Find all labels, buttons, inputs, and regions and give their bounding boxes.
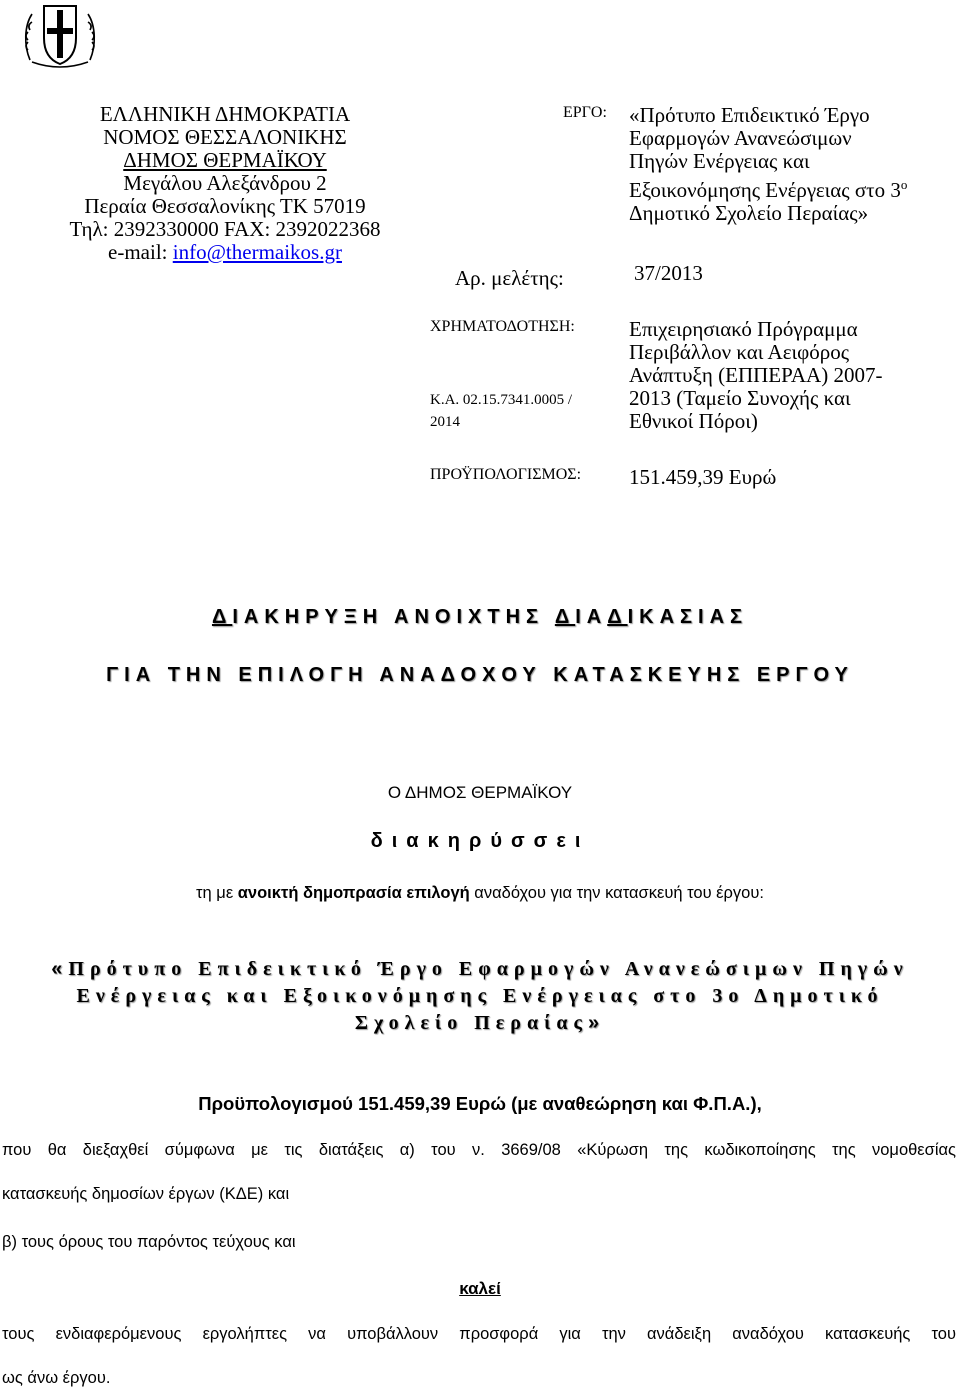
declarer: Ο ΔΗΜΟΣ ΘΕΡΜΑΪΚΟΥ: [387, 783, 573, 802]
title-letter: Δ: [211, 606, 233, 628]
funding-code-line: Κ.Α. 02.15.7341.0005 /: [430, 392, 573, 408]
title-part: ΙΚΑΣΙΑΣ: [627, 606, 749, 628]
email-link[interactable]: info@thermaikos.gr: [172, 240, 342, 264]
study-label: Αρ. μελέτης:: [455, 266, 564, 290]
email-label: e-mail:: [108, 240, 173, 264]
issuer-street: Μεγάλου Αλεξάνδρου 2: [123, 171, 327, 195]
issuer-country: ΕΛΛΗΝΙΚΗ ΔΗΜΟΚΡΑΤΙΑ: [99, 102, 351, 126]
notice-subtitle: ΓΙΑ ΤΗΝ ΕΠΙΛΟΓΗ ΑΝΑΔΟΧΟΥ ΚΑΤΑΣΚΕΥΗΣ ΕΡΓΟΥ: [106, 664, 854, 686]
notice-title: [0, 606, 960, 629]
project-big-line: [40, 956, 920, 983]
title-part: ΙΑΚΗΡΥΞΗ ΑΝΟΙΧΤΗΣ: [232, 606, 555, 628]
funding-line: Επιχειρησιακό Πρόγραμμα: [629, 317, 858, 341]
issuer-email-line: [40, 241, 410, 264]
procedure-bold: ανοικτή δημοπρασία επιλογή: [237, 884, 470, 902]
project-line: Εφαρμογών Ανανεώσιμων: [629, 126, 852, 150]
issuer-city: Περαία Θεσσαλονίκης ΤΚ 57019: [84, 194, 366, 218]
para2: β) τους όρους του παρόντος τεύχους και: [2, 1233, 296, 1251]
title-letter: Δ: [607, 606, 628, 628]
funding-code-line: 2014: [430, 414, 460, 430]
procedure-suffix: αναδόχου για την κατασκευή του έργου:: [469, 884, 764, 902]
issuer-block: [40, 103, 410, 264]
para1-line2: κατασκευής δημοσίων έργων (ΚΔΕ) και: [2, 1185, 290, 1203]
project-line: [629, 173, 907, 202]
issuer-municipality: ΔΗΜΟΣ ΘΕΡΜΑΪΚΟΥ: [123, 148, 327, 172]
project-big-text: Σχολείο Περαίας: [354, 1012, 588, 1034]
project-line: Δημοτικό Σχολείο Περαίας»: [629, 201, 869, 225]
issuer-phone: Τηλ: 2392330000 FAX: 2392022368: [69, 217, 381, 241]
project-big-text: Πρότυπο Επιδεικτικό Έργο Εφαρμογών Ανανεώσιμων Πηγών: [68, 958, 909, 980]
close-quote: »: [587, 1012, 606, 1034]
project-name-big: [40, 956, 920, 1037]
declares: διακηρύσσει: [370, 830, 590, 852]
para1-line1: που θα διεξαχθεί σύμφωνα με τις διατάξεις α) του ν. 3669/08 «Κύρωση της κωδικοποίησης της νομοθεσίας: [2, 1141, 956, 1159]
funding-line: 2013 (Ταμείο Συνοχής και: [629, 386, 851, 410]
study-value: 37/2013: [634, 261, 703, 285]
budget-label: ΠΡΟΫΠΟΛΟΓΙΣΜΟΣ:: [430, 466, 582, 483]
para3-line2: ως άνω έργου.: [2, 1369, 111, 1387]
funding-label: ΧΡΗΜΑΤΟΔΟΤΗΣΗ:: [430, 318, 575, 335]
funding-line: Ανάπτυξη (ΕΠΠΕΡΑΑ) 2007-: [629, 363, 883, 387]
funding-code: [430, 389, 572, 433]
project-big-line: [40, 1010, 920, 1037]
open-quote: «: [51, 958, 69, 980]
project-label: ΕΡΓΟ:: [563, 104, 607, 121]
funding-line: Εθνικοί Πόροι): [629, 409, 758, 433]
para3-line1: τους ενδιαφερόμενους εργολήπτες να υποβάλλουν προσφορά για την ανάδειξη αναδόχου κατασκευής του: [2, 1325, 956, 1343]
budget-value: 151.459,39 Ευρώ: [629, 465, 777, 489]
issuer-prefecture: ΝΟΜΟΣ ΘΕΣΣΑΛΟΝΙΚΗΣ: [103, 125, 347, 149]
invites: καλεί: [459, 1279, 501, 1298]
project-big-line: Ενέργειας και Εξοικονόμησης Ενέργειας στο 3ο Δημοτικό: [76, 985, 884, 1007]
project-title: [629, 104, 907, 225]
project-line-text: Εξοικονόμησης Ενέργειας στο 3: [629, 178, 901, 202]
procedure-line: [0, 884, 960, 903]
budget-line: Προϋπολογισμού 151.459,39 Ευρώ (με αναθεώρηση και Φ.Π.Α.),: [198, 1093, 762, 1114]
project-line: Πηγών Ενέργειας και: [629, 149, 810, 173]
procedure-prefix: τη με: [196, 884, 238, 902]
funding-program: [629, 318, 882, 433]
ordinal-suffix: ο: [900, 177, 908, 192]
title-part: ΙΑ: [575, 606, 608, 628]
title-letter: Δ: [554, 606, 576, 628]
greek-coat-of-arms-icon: [22, 0, 98, 70]
project-line: «Πρότυπο Επιδεικτικό Έργο: [629, 103, 870, 127]
funding-line: Περιβάλλον και Αειφόρος: [629, 340, 850, 364]
